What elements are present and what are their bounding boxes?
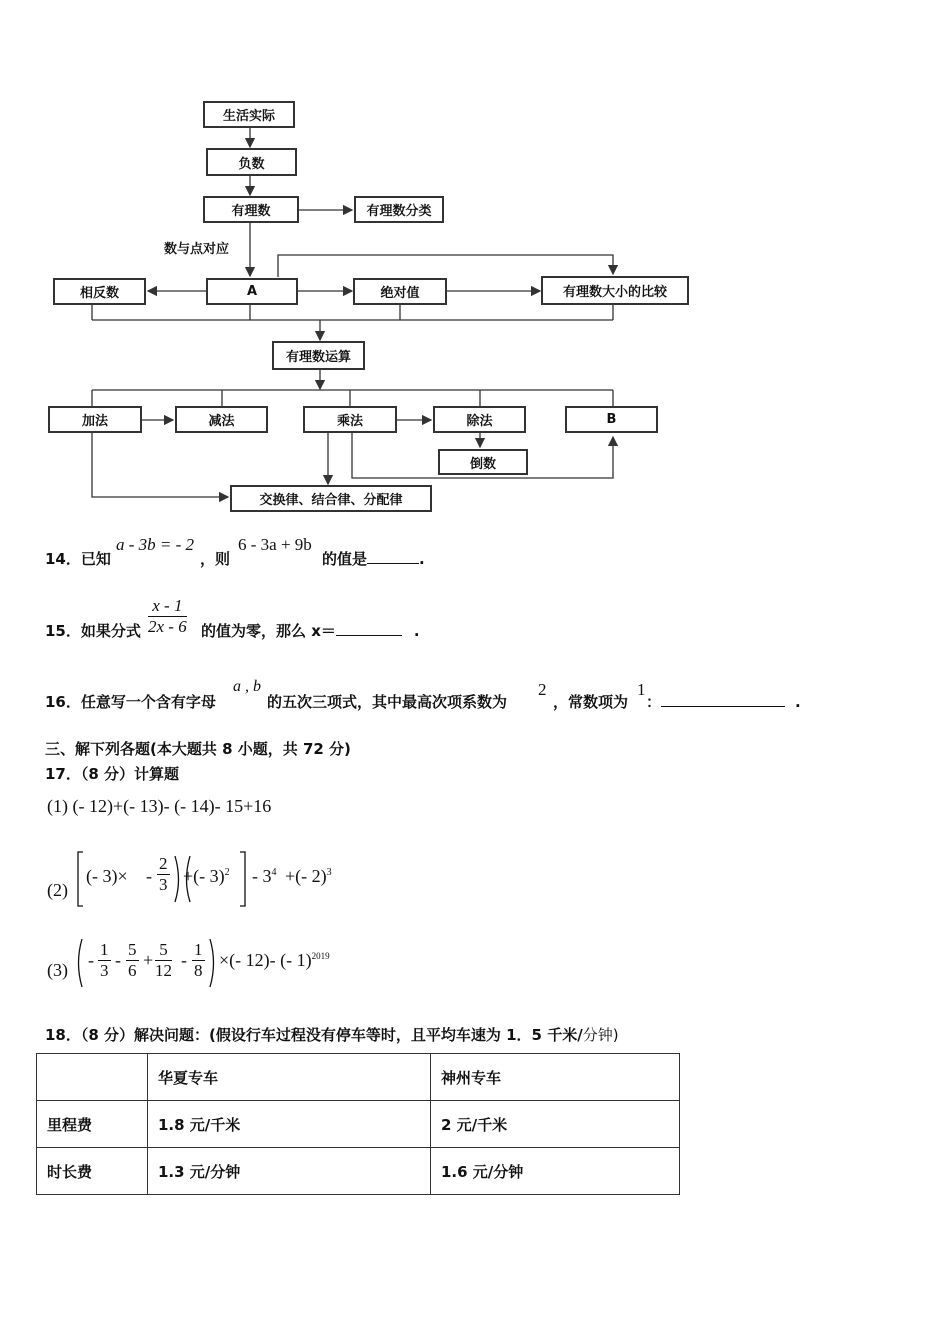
node-life: 生活实际 <box>203 101 295 128</box>
fraction-numerator: 5 <box>155 940 172 961</box>
table-cell: 2 元/千米 <box>431 1101 680 1148</box>
table-cell: 时长费 <box>37 1148 148 1195</box>
fraction-denominator: 12 <box>155 961 172 980</box>
q14-condition: a - 3b = - 2 <box>116 535 195 554</box>
fraction-denominator: 2x - 6 <box>148 617 187 636</box>
q17-part2-d: +(- 2)$^3$ <box>285 866 332 886</box>
question-17-title: 17．（8 分）计算题 <box>45 765 180 783</box>
node-rational-class: 有理数分类 <box>354 196 444 223</box>
q17-part2-b: +(- 3)$^2$ <box>183 866 230 886</box>
node-negative: 负数 <box>206 148 297 176</box>
fraction-numerator: 1 <box>194 940 203 959</box>
q14-then: ，则 <box>200 550 231 568</box>
table-header-cell: 神州专车 <box>431 1054 680 1101</box>
q17-part3-sign2: - <box>115 950 121 970</box>
q17-part2-label: (2) <box>47 880 68 900</box>
node-rational: 有理数 <box>203 196 299 223</box>
node-divide: 除法 <box>433 406 526 433</box>
node-add: 加法 <box>48 406 142 433</box>
q17-part3-sign3: + <box>143 950 154 970</box>
table-row <box>37 1148 680 1195</box>
fraction-numerator: 5 <box>128 940 137 959</box>
fraction-denominator: 6 <box>128 961 137 980</box>
edge-label-number-point: 数与点对应 <box>164 242 230 257</box>
table-row <box>37 1101 680 1148</box>
node-multiply: 乘法 <box>303 406 397 433</box>
q14-expression: 6 - 3a + 9b <box>238 535 312 554</box>
section-heading: 三、解下列各题(本大题共 8 小题，共 72 分) <box>45 740 351 758</box>
table-cell <box>37 1054 148 1101</box>
node-compare: 有理数大小的比较 <box>541 276 689 305</box>
q17-part3-fraction-2 <box>126 940 139 981</box>
q17-part1: (1) (- 12)+(- 13)- (- 14)- 15+16 <box>47 796 272 816</box>
node-absolute: 绝对值 <box>353 278 447 305</box>
q17-part3-fraction-3 <box>155 940 172 981</box>
table-header-row <box>37 1054 680 1101</box>
q17-part2-minus: - <box>146 866 152 886</box>
q17-part3-sign4: - <box>181 950 187 970</box>
node-A: A <box>206 278 298 305</box>
q17-part2-c: - $3^4$ <box>252 866 277 886</box>
q17-part3-fraction-1 <box>98 940 111 981</box>
fraction-denominator: 3 <box>100 961 109 980</box>
q17-part3-tail: ×(- 12)- (- 1)$^{2019}$ <box>219 950 330 970</box>
node-subtract: 减法 <box>175 406 268 433</box>
table-cell: 1.6 元/分钟 <box>431 1148 680 1195</box>
question-15: 15．如果分式 <box>45 622 141 640</box>
node-laws: 交换律、结合律、分配律 <box>230 485 432 512</box>
fare-table <box>36 1053 680 1195</box>
table-cell: 里程费 <box>37 1101 148 1148</box>
q14-tail: 的值是 . <box>322 550 425 568</box>
q17-part3-sign1: - <box>88 950 94 970</box>
fraction-numerator: x - 1 <box>148 596 187 617</box>
question-18-title: 18．（8 分）解决问题：(假设行车过程没有停车等时，且平均车速为 1．5 千米/分钟) <box>45 1026 619 1044</box>
question-16: 16．任意写一个含有字母 <box>45 693 216 711</box>
node-B: B <box>565 406 658 433</box>
question-14: 14．已知 <box>45 550 111 568</box>
table-cell: 1.3 元/分钟 <box>148 1148 431 1195</box>
q16-mid1: 的五次三项式，其中最高次项系数为 <box>267 693 508 711</box>
q16-coef: 2 <box>538 680 547 699</box>
answer-blank[interactable] <box>367 549 419 564</box>
node-reciprocal: 倒数 <box>438 449 528 475</box>
fraction-numerator: 2 <box>159 854 168 873</box>
q16-tail: ： . <box>646 693 801 711</box>
q16-mid2: ，常数项为 <box>553 693 629 711</box>
q17-part3-label: (3) <box>47 960 68 980</box>
table-header-cell: 华夏专车 <box>148 1054 431 1101</box>
q17-part2-a: (- 3)× <box>86 866 128 886</box>
fraction-denominator: 3 <box>159 875 168 894</box>
answer-blank[interactable] <box>661 692 785 707</box>
answer-blank[interactable] <box>336 621 402 636</box>
table-cell: 1.8 元/千米 <box>148 1101 431 1148</box>
node-operations: 有理数运算 <box>272 341 365 370</box>
q16-vars: a , b <box>233 678 261 695</box>
q16-const: 1 <box>637 680 646 699</box>
q17-part3-fraction-4 <box>192 940 205 981</box>
fraction-denominator: 8 <box>194 961 203 980</box>
q15-fraction <box>148 596 187 637</box>
node-opposite: 相反数 <box>53 278 146 305</box>
q15-tail: 的值为零，那么 x＝ . <box>201 622 420 640</box>
q17-part2-fraction <box>157 854 170 895</box>
fraction-numerator: 1 <box>100 940 109 959</box>
